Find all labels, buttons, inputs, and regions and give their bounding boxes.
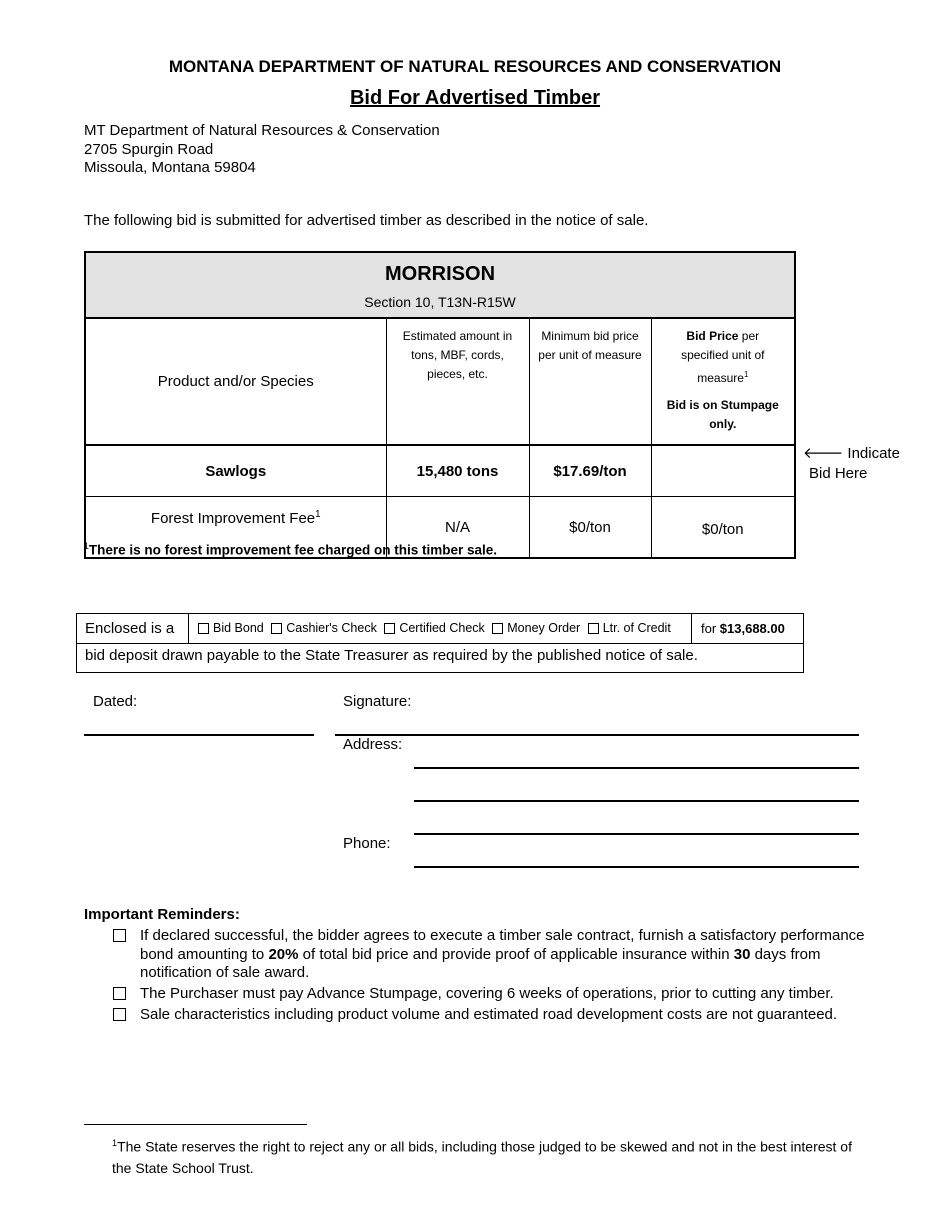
deposit-amount-value: $13,688.00 [719, 621, 785, 636]
col-header-bid-price [651, 318, 795, 445]
option-label: Cashier's Check [286, 621, 377, 635]
sale-location: Section 10, T13N-R15W [364, 293, 516, 310]
reminder-1-text-a: If declared successful, the bidder agrees to execute a timber sale contract, furnish a satisfactory performance bond amounting to [140, 927, 865, 963]
checkbox-icon[interactable] [271, 623, 282, 634]
bid-price-footnote-ref: 1 [743, 370, 749, 379]
address-line-2: 2705 Spurgin Road [84, 140, 214, 158]
indicate-text-1: Indicate [847, 445, 900, 462]
deposit-box [76, 613, 804, 673]
phone-field[interactable] [414, 866, 859, 868]
table-row [85, 445, 795, 497]
footnote-marker: 1 [84, 541, 89, 551]
agency-address [84, 122, 440, 178]
indicate-line-1 [803, 444, 900, 464]
checkbox-icon[interactable] [384, 623, 395, 634]
dated-field[interactable] [84, 734, 314, 736]
option-cashiers-check[interactable] [271, 621, 377, 635]
dated-label: Dated: [93, 693, 138, 710]
checkbox-icon[interactable] [588, 623, 599, 634]
col-header-min-price-text: Minimum bid price per unit of measure [538, 329, 642, 362]
option-money-order[interactable] [492, 621, 580, 635]
checkbox-icon[interactable] [113, 987, 126, 1000]
checkbox-icon[interactable] [492, 623, 503, 634]
reminder-1-text-b: of total bid price and provide proof of applicable insurance within [298, 945, 734, 963]
address-field-line-1[interactable] [414, 767, 859, 769]
phone-label: Phone: [343, 835, 391, 852]
fee-footnote-ref: 1 [315, 509, 321, 520]
row-bid-price: $0/ton [651, 497, 795, 559]
footnote-marker: 1 [112, 1138, 118, 1148]
row-amount: N/A [386, 497, 529, 559]
row-product: Sawlogs [85, 445, 386, 497]
deposit-type-options [189, 614, 692, 643]
deposit-row [77, 614, 803, 644]
col-header-min-price [529, 318, 651, 445]
address-field-line-2[interactable] [414, 800, 859, 802]
signature-label: Signature: [343, 693, 412, 710]
col-header-amount [386, 318, 529, 445]
checkbox-icon[interactable] [113, 929, 126, 942]
reminder-1-text-c: days from notification of sale award. [140, 945, 821, 981]
bid-table [84, 251, 796, 559]
reminder-1-days: 30 [733, 945, 751, 963]
option-letter-of-credit[interactable] [588, 621, 671, 635]
row-amount: 15,480 tons [386, 445, 529, 497]
row-product-label: Forest Improvement Fee [150, 510, 316, 527]
address-line-3: Missoula, Montana 59804 [84, 159, 256, 176]
reminder-3: Sale characteristics including product volume and estimated road development costs are not guaranteed. [140, 1006, 838, 1023]
reminder-1-percent: 20% [268, 945, 299, 963]
col-header-product: Product and/or Species [85, 318, 386, 445]
reminder-1 [140, 927, 870, 983]
col-header-amount-text: Estimated amount in tons, MBF, cords, pieces, etc. [402, 329, 513, 381]
footnote-fee-text: There is no forest improvement fee charged on this timber sale. [88, 542, 497, 558]
reminder-2: The Purchaser must pay Advance Stumpage, covering 6 weeks of operations, prior to cutting any timber. [140, 985, 834, 1002]
row-min-price: $17.69/ton [529, 445, 651, 497]
reminders-title: Important Reminders: [84, 906, 240, 923]
address-label: Address: [343, 736, 403, 753]
indicate-bid-note [803, 444, 900, 484]
deposit-payable-text: bid deposit drawn payable to the State Treasurer as required by the published notice of sale. [85, 647, 698, 664]
col-header-bid-price-text [652, 327, 795, 388]
enclosed-label: Enclosed is a [77, 614, 189, 643]
footnote-separator [84, 1124, 307, 1125]
signature-field[interactable] [335, 734, 859, 736]
sale-name: MORRISON [385, 262, 496, 285]
intro-text: The following bid is submitted for advertised timber as described in the notice of sale. [84, 212, 649, 229]
deposit-amount [692, 614, 803, 643]
stumpage-note: Bid is on Stumpage only. [666, 398, 779, 431]
option-bid-bond[interactable] [198, 621, 264, 635]
footnote-reserves-text: The State reserves the right to reject any or all bids, including those judged to be skewed and not in the best interest of the State School Trust. [112, 1138, 852, 1176]
bid-price-label-rest: per specified unit of measure [681, 329, 765, 385]
footnote-reserves [112, 1133, 852, 1179]
option-label: Money Order [507, 621, 581, 635]
address-line-1: MT Department of Natural Resources & Conservation [84, 122, 440, 139]
for-label: for [701, 621, 720, 636]
address-field-line-3[interactable] [414, 833, 859, 835]
option-label: Ltr. of Credit [602, 621, 671, 635]
arrow-left-icon: 🡐 [803, 445, 844, 462]
footnote-fee [84, 541, 497, 558]
bid-price-label: Bid Price [686, 329, 739, 343]
agency-heading: MONTANA DEPARTMENT OF NATURAL RESOURCES AND CONSERVATION [168, 57, 782, 76]
option-label: Certified Check [399, 621, 485, 635]
row-min-price: $0/ton [529, 497, 651, 559]
checkbox-icon[interactable] [113, 1008, 126, 1021]
bid-price-input-cell[interactable] [651, 445, 795, 497]
form-title: Bid For Advertised Timber [349, 87, 601, 109]
sale-header-cell [85, 252, 795, 318]
indicate-text-2: Bid Here [809, 465, 868, 482]
checkbox-icon[interactable] [198, 623, 209, 634]
option-certified-check[interactable] [384, 621, 484, 635]
option-label: Bid Bond [213, 621, 264, 635]
